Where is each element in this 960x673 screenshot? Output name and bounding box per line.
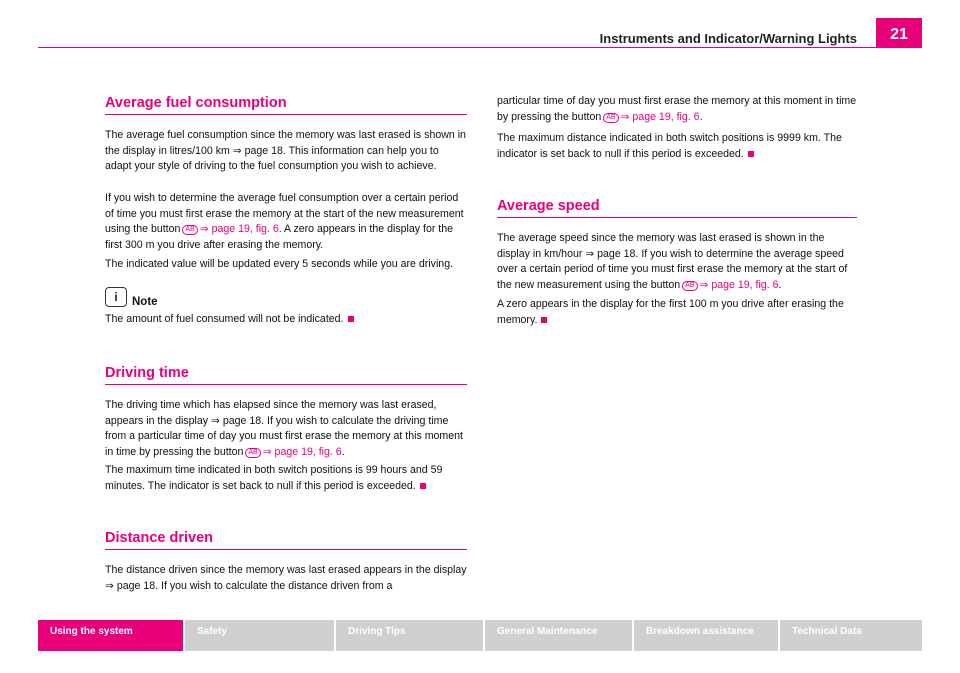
page-reference-link[interactable]: ⇒ page 19, fig. 6 bbox=[199, 223, 279, 235]
page-number: 21 bbox=[876, 18, 922, 48]
distance-paragraph-1-continued: particular time of day you must first erase the memory at this moment in time by pressing the button AB ⇒ page 19, fig. 6. bbox=[497, 95, 857, 123]
header-rule bbox=[38, 47, 922, 48]
tab-general-maintenance[interactable]: General Maintenance bbox=[485, 620, 632, 651]
distance-paragraph-2: The maximum distance indicated in both switch positions is 9999 km. The indicator is set back to null if this period is exceeded. bbox=[497, 132, 842, 160]
distance-paragraph-1: The distance driven since the memory was last erased appears in the display ⇒ page 18. If you wish to calculate the distance driven from a bbox=[105, 564, 467, 592]
note-icon: i bbox=[105, 287, 127, 307]
driving-paragraph-2: The maximum time indicated in both switch positions is 99 hours and 59 minutes. The indicator is set back to null if this period is exceeded. bbox=[105, 464, 443, 492]
tab-breakdown-assistance[interactable]: Breakdown assistance bbox=[634, 620, 778, 651]
tab-using-the-system[interactable]: Using the system bbox=[38, 620, 183, 651]
page-reference-link[interactable]: ⇒ page 19, fig. 6 bbox=[699, 278, 779, 291]
driving-paragraph-1: The driving time which has elapsed since the memory was last erased, appears in the display ⇒ page 18. If you wish to calculate the driving time from a particular time of day you must first erase the memory at this moment in time by pressing the button AB ⇒ page 19, fig. 6. bbox=[105, 399, 463, 458]
ab-button-icon: AB bbox=[245, 448, 260, 458]
tab-safety[interactable]: Safety bbox=[185, 620, 334, 651]
note-text: The amount of fuel consumed will not be indicated. bbox=[105, 312, 467, 328]
ab-button-icon: AB bbox=[682, 281, 697, 291]
heading-average-speed: Average speed bbox=[497, 198, 857, 218]
ab-button-icon: AB bbox=[603, 113, 618, 123]
tab-technical-data[interactable]: Technical Data bbox=[780, 620, 922, 651]
tab-driving-tips[interactable]: Driving Tips bbox=[336, 620, 483, 651]
end-of-section-icon bbox=[541, 317, 547, 323]
fuel-paragraph-2: If you wish to determine the average fuel consumption over a certain period of time you must first erase the memory at the start of the new measurement using the button AB ⇒ page 19, fig. 6. A zero appears in the display for the first 300 m you drive after erasing the memory. bbox=[105, 192, 464, 251]
fuel-paragraph-1: The average fuel consumption since the memory was last erased is shown in the display in litres/100 km ⇒ page 18. This information can help you to adapt your style of driving to the fuel consumption you wish to achieve. bbox=[105, 129, 466, 172]
heading-distance-driven: Distance driven bbox=[105, 530, 467, 550]
ab-button-icon: AB bbox=[182, 225, 197, 235]
end-of-section-icon bbox=[748, 151, 754, 157]
chapter-title: Instruments and Indicator/Warning Lights bbox=[599, 31, 857, 46]
note-label: Note bbox=[132, 296, 158, 308]
end-of-section-icon bbox=[348, 316, 354, 322]
fuel-paragraph-3: The indicated value will be updated every 5 seconds while you are driving. bbox=[105, 258, 454, 270]
page-reference-link[interactable]: ⇒ page 19, fig. 6 bbox=[620, 110, 700, 123]
chapter-navigation bbox=[38, 620, 922, 651]
heading-average-fuel-consumption: Average fuel consumption bbox=[105, 95, 467, 115]
heading-driving-time: Driving time bbox=[105, 365, 467, 385]
speed-paragraph-2: A zero appears in the display for the first 100 m you drive after erasing the memory. bbox=[497, 298, 844, 326]
page-reference-link[interactable]: ⇒ page 19, fig. 6 bbox=[262, 445, 342, 458]
end-of-section-icon bbox=[420, 483, 426, 489]
speed-paragraph-1: The average speed since the memory was last erased is shown in the display in km/hour ⇒ page 18. If you wish to determine the average speed over a certain period of time you must first erase the memory at the start of the new measurement using the button AB ⇒ page 19, fig. 6. bbox=[497, 232, 848, 291]
